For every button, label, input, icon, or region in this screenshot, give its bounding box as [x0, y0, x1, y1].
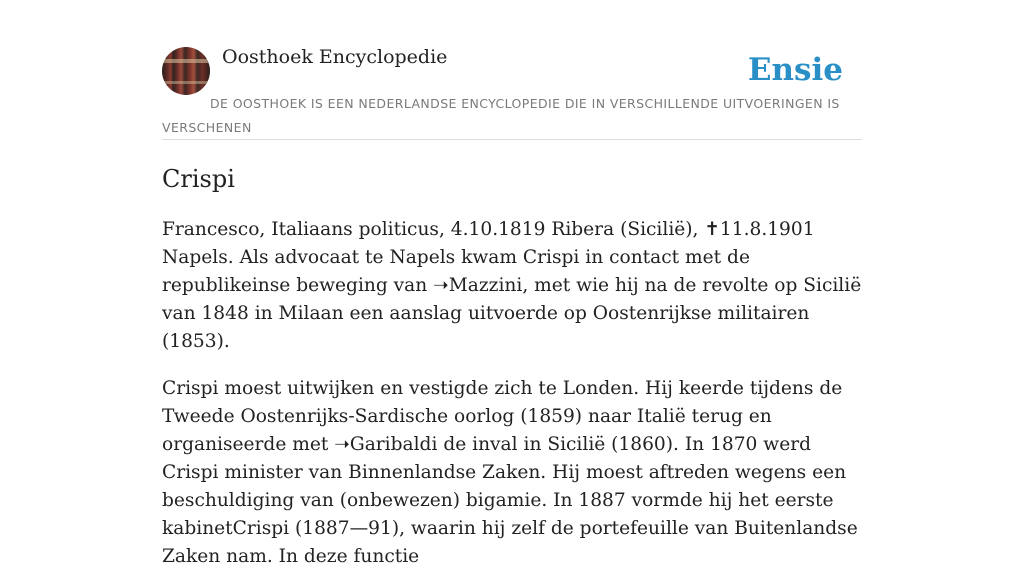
paragraph-text: Francesco, Italiaans politicus, 4.10.1819 Ribera (Sicilië), ✝11.8.1901 Napels. Als advocaat te Napels kwam Crispi in contact met de republikeinse beweging van: [162, 219, 815, 296]
article-paragraph-1: [162, 216, 862, 356]
article-title: Crispi: [162, 165, 235, 193]
header-divider: [162, 139, 862, 140]
article-paragraph-2: [162, 375, 862, 571]
site-name[interactable]: Oosthoek Encyclopedie: [222, 46, 448, 68]
mazzini-link[interactable]: ➝Mazzini: [433, 275, 523, 296]
paragraph-text: de inval in Sicilië (1860). In 1870 werd Crispi minister van Binnenlandse Zaken. Hij moest aftreden wegens een beschuldiging van (onbewezen) bigamie. In 1887 vormde hij het eerste kabinetCrispi (1887—91), waarin hij zelf de portefeuille van Buitenlandse Zaken nam. In deze functie: [162, 434, 858, 567]
brand-logo[interactable]: Ensie: [747, 52, 843, 88]
garibaldi-link[interactable]: ➝Garibaldi: [334, 434, 438, 455]
site-tagline: DE OOSTHOEK IS EEN NEDERLANDSE ENCYCLOPEDIE DIE IN VERSCHILLENDE UITVOERINGEN IS VERSCHENEN: [162, 96, 840, 135]
paragraph-text: , met wie hij na de revolte op Sicilië van 1848 in Milaan een aanslag uitvoerde op Oostenrijkse militairen (1853).: [162, 275, 862, 352]
encyclopedia-books-icon[interactable]: [162, 47, 210, 95]
paragraph-text: Crispi moest uitwijken en vestigde zich te Londen. Hij keerde tijdens de Tweede Oostenrijks-Sardische oorlog (1859) naar Italië terug en organiseerde met: [162, 378, 843, 455]
article: [162, 162, 862, 571]
